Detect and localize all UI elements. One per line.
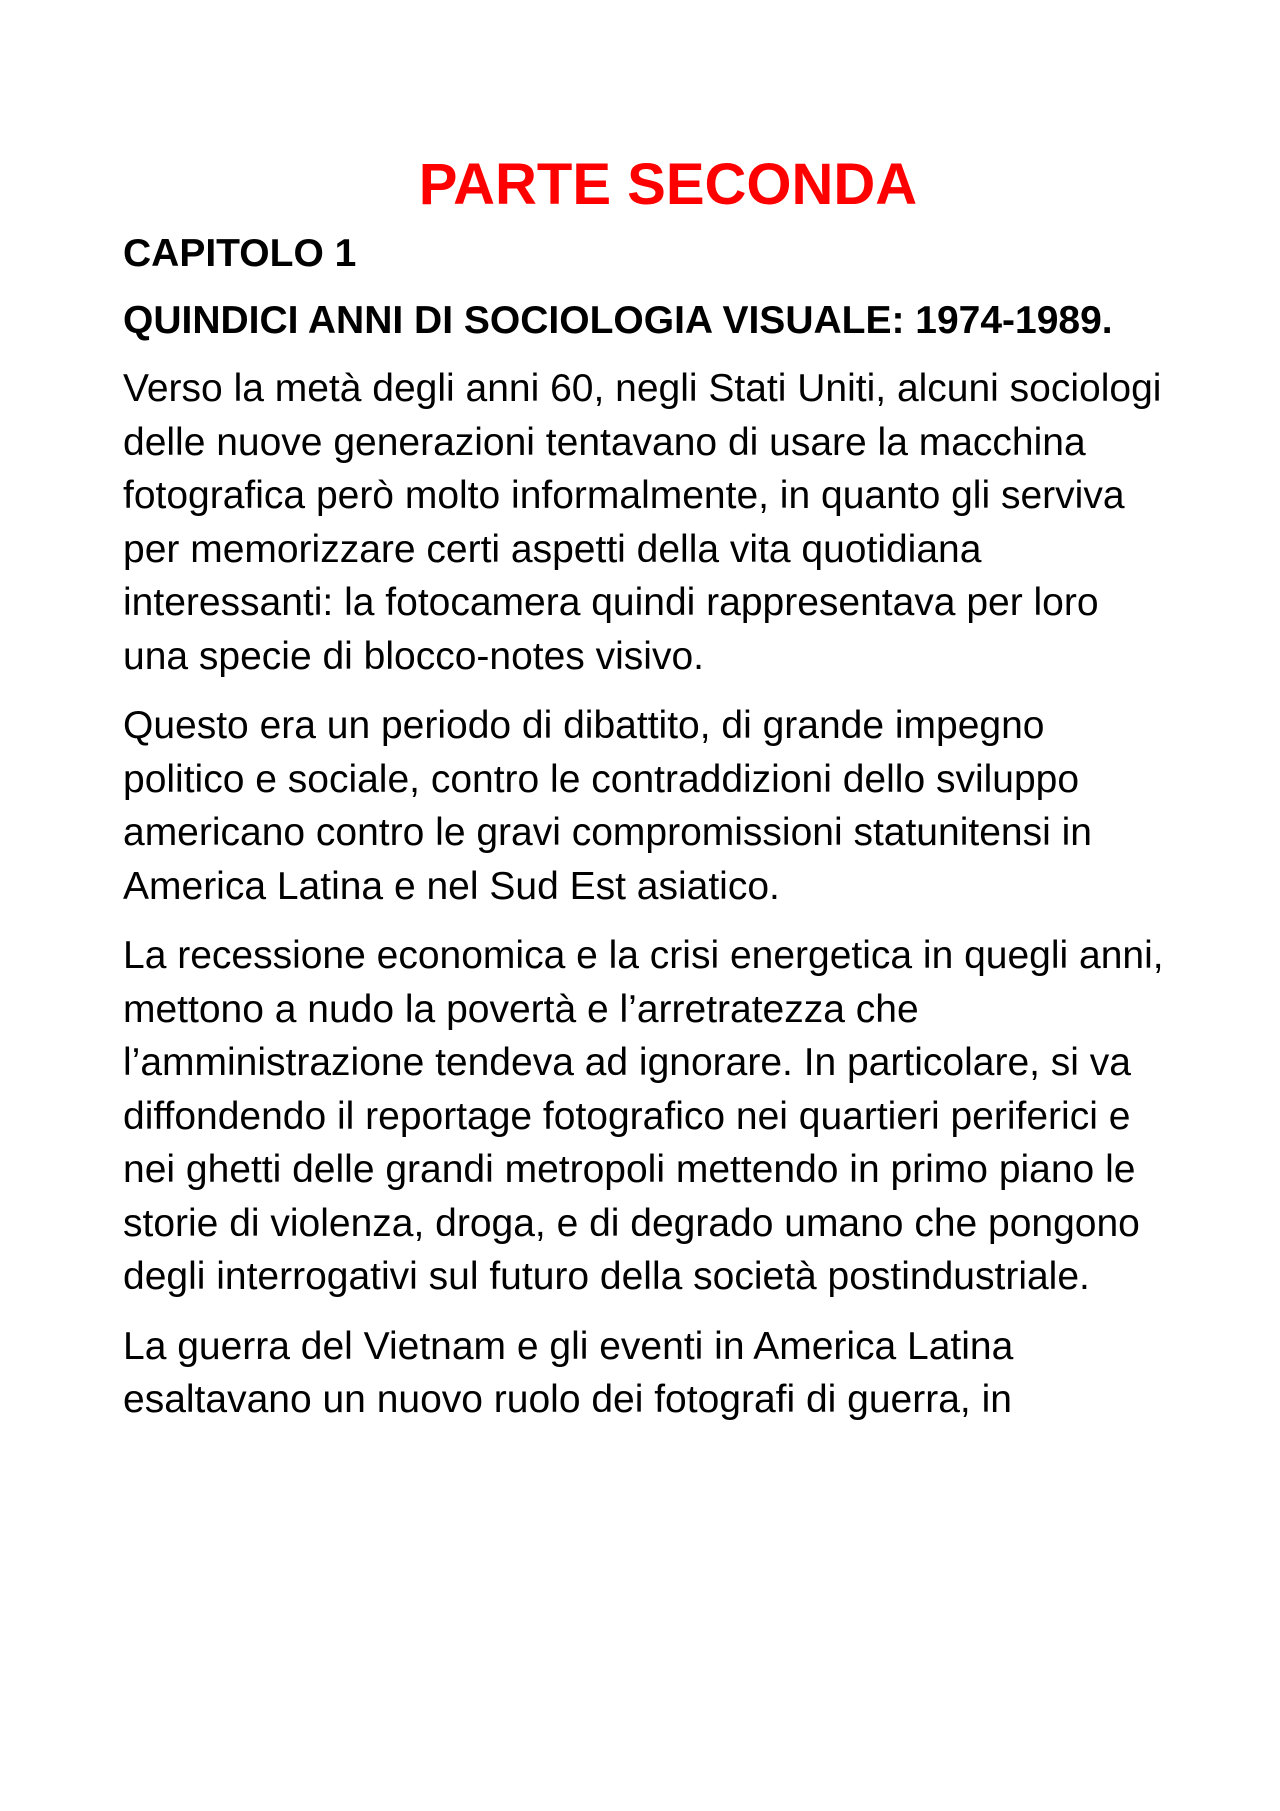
paragraph-4: La guerra del Vietnam e gli eventi in America Latina esaltavano un nuovo ruolo dei fotografi di guerra, in xyxy=(123,1324,1014,1421)
paragraph-2: Questo era un periodo di dibattito, di grande impegno politico e sociale, contro le contraddizioni dello sviluppo americano contro le gravi compromissioni statunitensi in America Latina e nel Sud Est asiatico. xyxy=(123,704,1092,908)
paragraph-3: La recessione economica e la crisi energetica in quegli anni, mettono a nudo la povertà e l’arretratezza che l’amministrazione tendeva ad ignorare. In particolare, si va diffondendo il reportage fotografico nei quartieri periferici e nei ghetti delle grandi metropoli mettendo in primo piano le storie di violenza, droga, e di degrado umano che pongono degli interrogativi sul futuro della società postindustriale. xyxy=(123,934,1164,1298)
paragraph-1: Verso la metà degli anni 60, negli Stati Uniti, alcuni sociologi delle nuove generazioni tentavano di usare la macchina fotografica però molto informalmente, in quanto gli serviva per memorizzare certi aspetti della vita quotidiana interessanti: la fotocamera quindi rappresentava per loro una specie di blocco-notes visivo. xyxy=(123,367,1162,678)
chapter-title: QUINDICI ANNI DI SOCIOLOGIA VISUALE: 1974-1989. xyxy=(123,299,1113,342)
chapter-label: CAPITOLO 1 xyxy=(123,232,357,275)
part-title: PARTE SECONDA xyxy=(418,152,918,217)
document-page xyxy=(123,150,1173,1443)
